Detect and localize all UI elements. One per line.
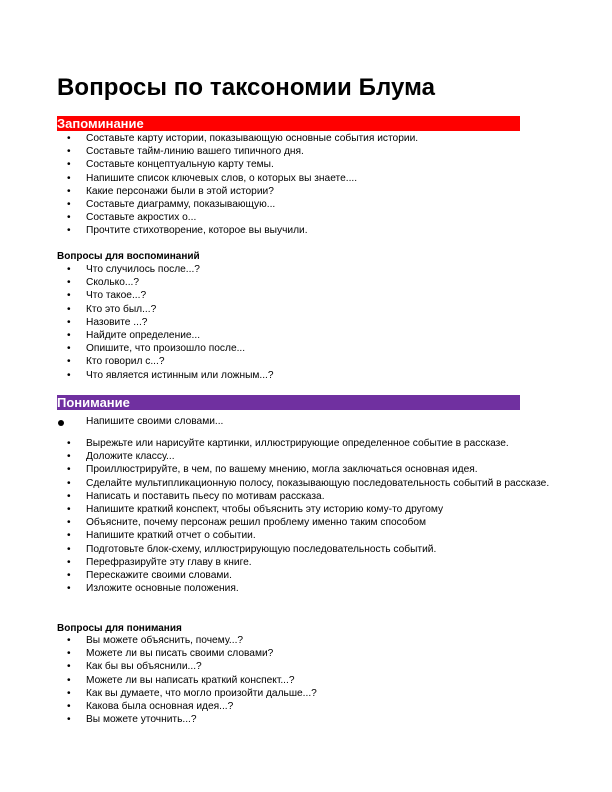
- list-item: • Проиллюстрируйте, в чем, по вашему мнению, могла заключаться основная идея.: [67, 464, 478, 476]
- understand-questions-heading: Вопросы для понимания: [57, 623, 182, 634]
- bullet-icon: •: [67, 490, 71, 502]
- list-item: • Составьте карту истории, показывающую основные события истории.: [67, 133, 419, 144]
- bullet-icon: •: [67, 477, 71, 489]
- bullet-icon: •: [67, 543, 71, 555]
- bullet-icon: •: [67, 303, 71, 315]
- bullet-icon: •: [67, 438, 71, 449]
- remember-task-list: [0, 132, 556, 238]
- bullet-icon: •: [67, 290, 71, 302]
- bullet-icon: •: [67, 172, 71, 184]
- list-item: • Доложите классу...: [67, 451, 175, 463]
- page-title: Вопросы по таксономии Блума: [57, 74, 436, 101]
- bullet-icon: •: [67, 504, 71, 516]
- list-item: • Что такое...?: [67, 290, 147, 302]
- remember-questions-heading: Вопросы для воспоминаний: [57, 251, 200, 262]
- bullet-icon: •: [67, 517, 71, 529]
- bullet-icon: •: [67, 451, 71, 463]
- understand-task-list: [0, 437, 556, 595]
- list-item: • Прочтите стихотворение, которое вы выучили.: [67, 225, 308, 237]
- list-item: • Подготовьте блок-схему, иллюстрирующую последовательность событий.: [67, 543, 437, 555]
- list-item: • Как вы думаете, что могло произойти дальше...?: [67, 687, 317, 699]
- bullet-icon: •: [67, 570, 71, 582]
- bullet-icon: •: [67, 343, 71, 355]
- list-item: • Кто это был...?: [67, 303, 157, 315]
- list-item: • Найдите определение...: [67, 330, 201, 342]
- list-item: • Можете ли вы написать краткий конспект...?: [67, 674, 295, 686]
- list-item: • Составьте акростих о...: [67, 212, 197, 224]
- section-header-remember: Запоминание: [57, 116, 520, 131]
- bullet-icon: •: [67, 714, 71, 726]
- list-item: • Вырежьте или нарисуйте картинки, иллюстрирующие определенное событие в рассказе.: [67, 438, 509, 449]
- list-item: • Составьте концептуальную карту темы.: [67, 159, 274, 171]
- bullet-icon: •: [67, 648, 71, 660]
- bullet-icon: •: [67, 356, 71, 368]
- bullet-icon: •: [67, 212, 71, 224]
- bullet-icon: •: [67, 185, 71, 197]
- list-item: • Написать и поставить пьесу по мотивам рассказа.: [67, 490, 325, 502]
- bullet-icon: •: [67, 635, 71, 646]
- list-item: • Что является истинным или ложным...?: [67, 369, 274, 381]
- list-item: • Составьте тайм-линию вашего типичного дня.: [67, 146, 304, 158]
- list-item: Напишите своими словами...: [86, 416, 224, 427]
- list-item: • Объясните, почему персонаж решил проблему именно таким способом: [67, 517, 427, 529]
- list-item: • Напишите список ключевых слов, о которых вы знаете....: [67, 172, 358, 184]
- bullet-icon: •: [67, 661, 71, 673]
- bullet-icon: •: [67, 556, 71, 568]
- list-item: • Как бы вы объяснили...?: [67, 661, 202, 673]
- list-item: • Назовите ...?: [67, 316, 148, 328]
- bullet-icon: •: [67, 225, 71, 237]
- list-item: • Перефразируйте эту главу в книге.: [67, 556, 252, 568]
- list-item: • Напишите краткий конспект, чтобы объяснить эту историю кому-то другому: [67, 504, 444, 516]
- list-item: • Составьте диаграмму, показывающую...: [67, 199, 276, 211]
- list-item: • Какие персонажи были в этой истории?: [67, 185, 274, 197]
- bullet-icon: •: [67, 330, 71, 342]
- bullet-icon: •: [67, 133, 71, 144]
- bullet-icon: •: [67, 159, 71, 171]
- bullet-icon: •: [67, 674, 71, 686]
- bullet-icon: •: [67, 687, 71, 699]
- understand-questions-list: [0, 634, 556, 726]
- list-item: • Можете ли вы писать своими словами?: [67, 648, 274, 660]
- bullet-icon: •: [67, 530, 71, 542]
- list-item: • Опишите, что произошло после...: [67, 343, 246, 355]
- list-item: • Что случилось после...?: [67, 264, 200, 275]
- list-item: • Вы можете объяснить, почему...?: [67, 635, 244, 646]
- bullet-icon: •: [67, 464, 71, 476]
- bullet-icon: •: [67, 277, 71, 289]
- bullet-icon: •: [67, 146, 71, 158]
- bullet-icon: •: [67, 199, 71, 211]
- section-header-understand: Понимание: [57, 395, 520, 410]
- bullet-icon: •: [67, 701, 71, 713]
- list-item: • Сколько...?: [67, 277, 140, 289]
- bullet-icon: •: [67, 316, 71, 328]
- list-item: • Вы можете уточнить...?: [67, 714, 197, 726]
- bullet-icon: •: [67, 264, 71, 275]
- list-item: • Напишите краткий отчет о событии.: [67, 530, 256, 542]
- list-item: • Кто говорил с...?: [67, 356, 165, 368]
- list-item: • Изложите основные положения.: [67, 583, 239, 595]
- bullet-icon: •: [67, 583, 71, 595]
- list-item: • Перескажите своими словами.: [67, 570, 232, 582]
- remember-questions-list: [0, 263, 556, 382]
- large-bullet-icon: [58, 420, 64, 426]
- bullet-icon: •: [67, 369, 71, 381]
- list-item: • Какова была основная идея...?: [67, 701, 234, 713]
- list-item: • Сделайте мультипликационную полосу, показывающую последовательность событий в рассказе.: [67, 477, 550, 489]
